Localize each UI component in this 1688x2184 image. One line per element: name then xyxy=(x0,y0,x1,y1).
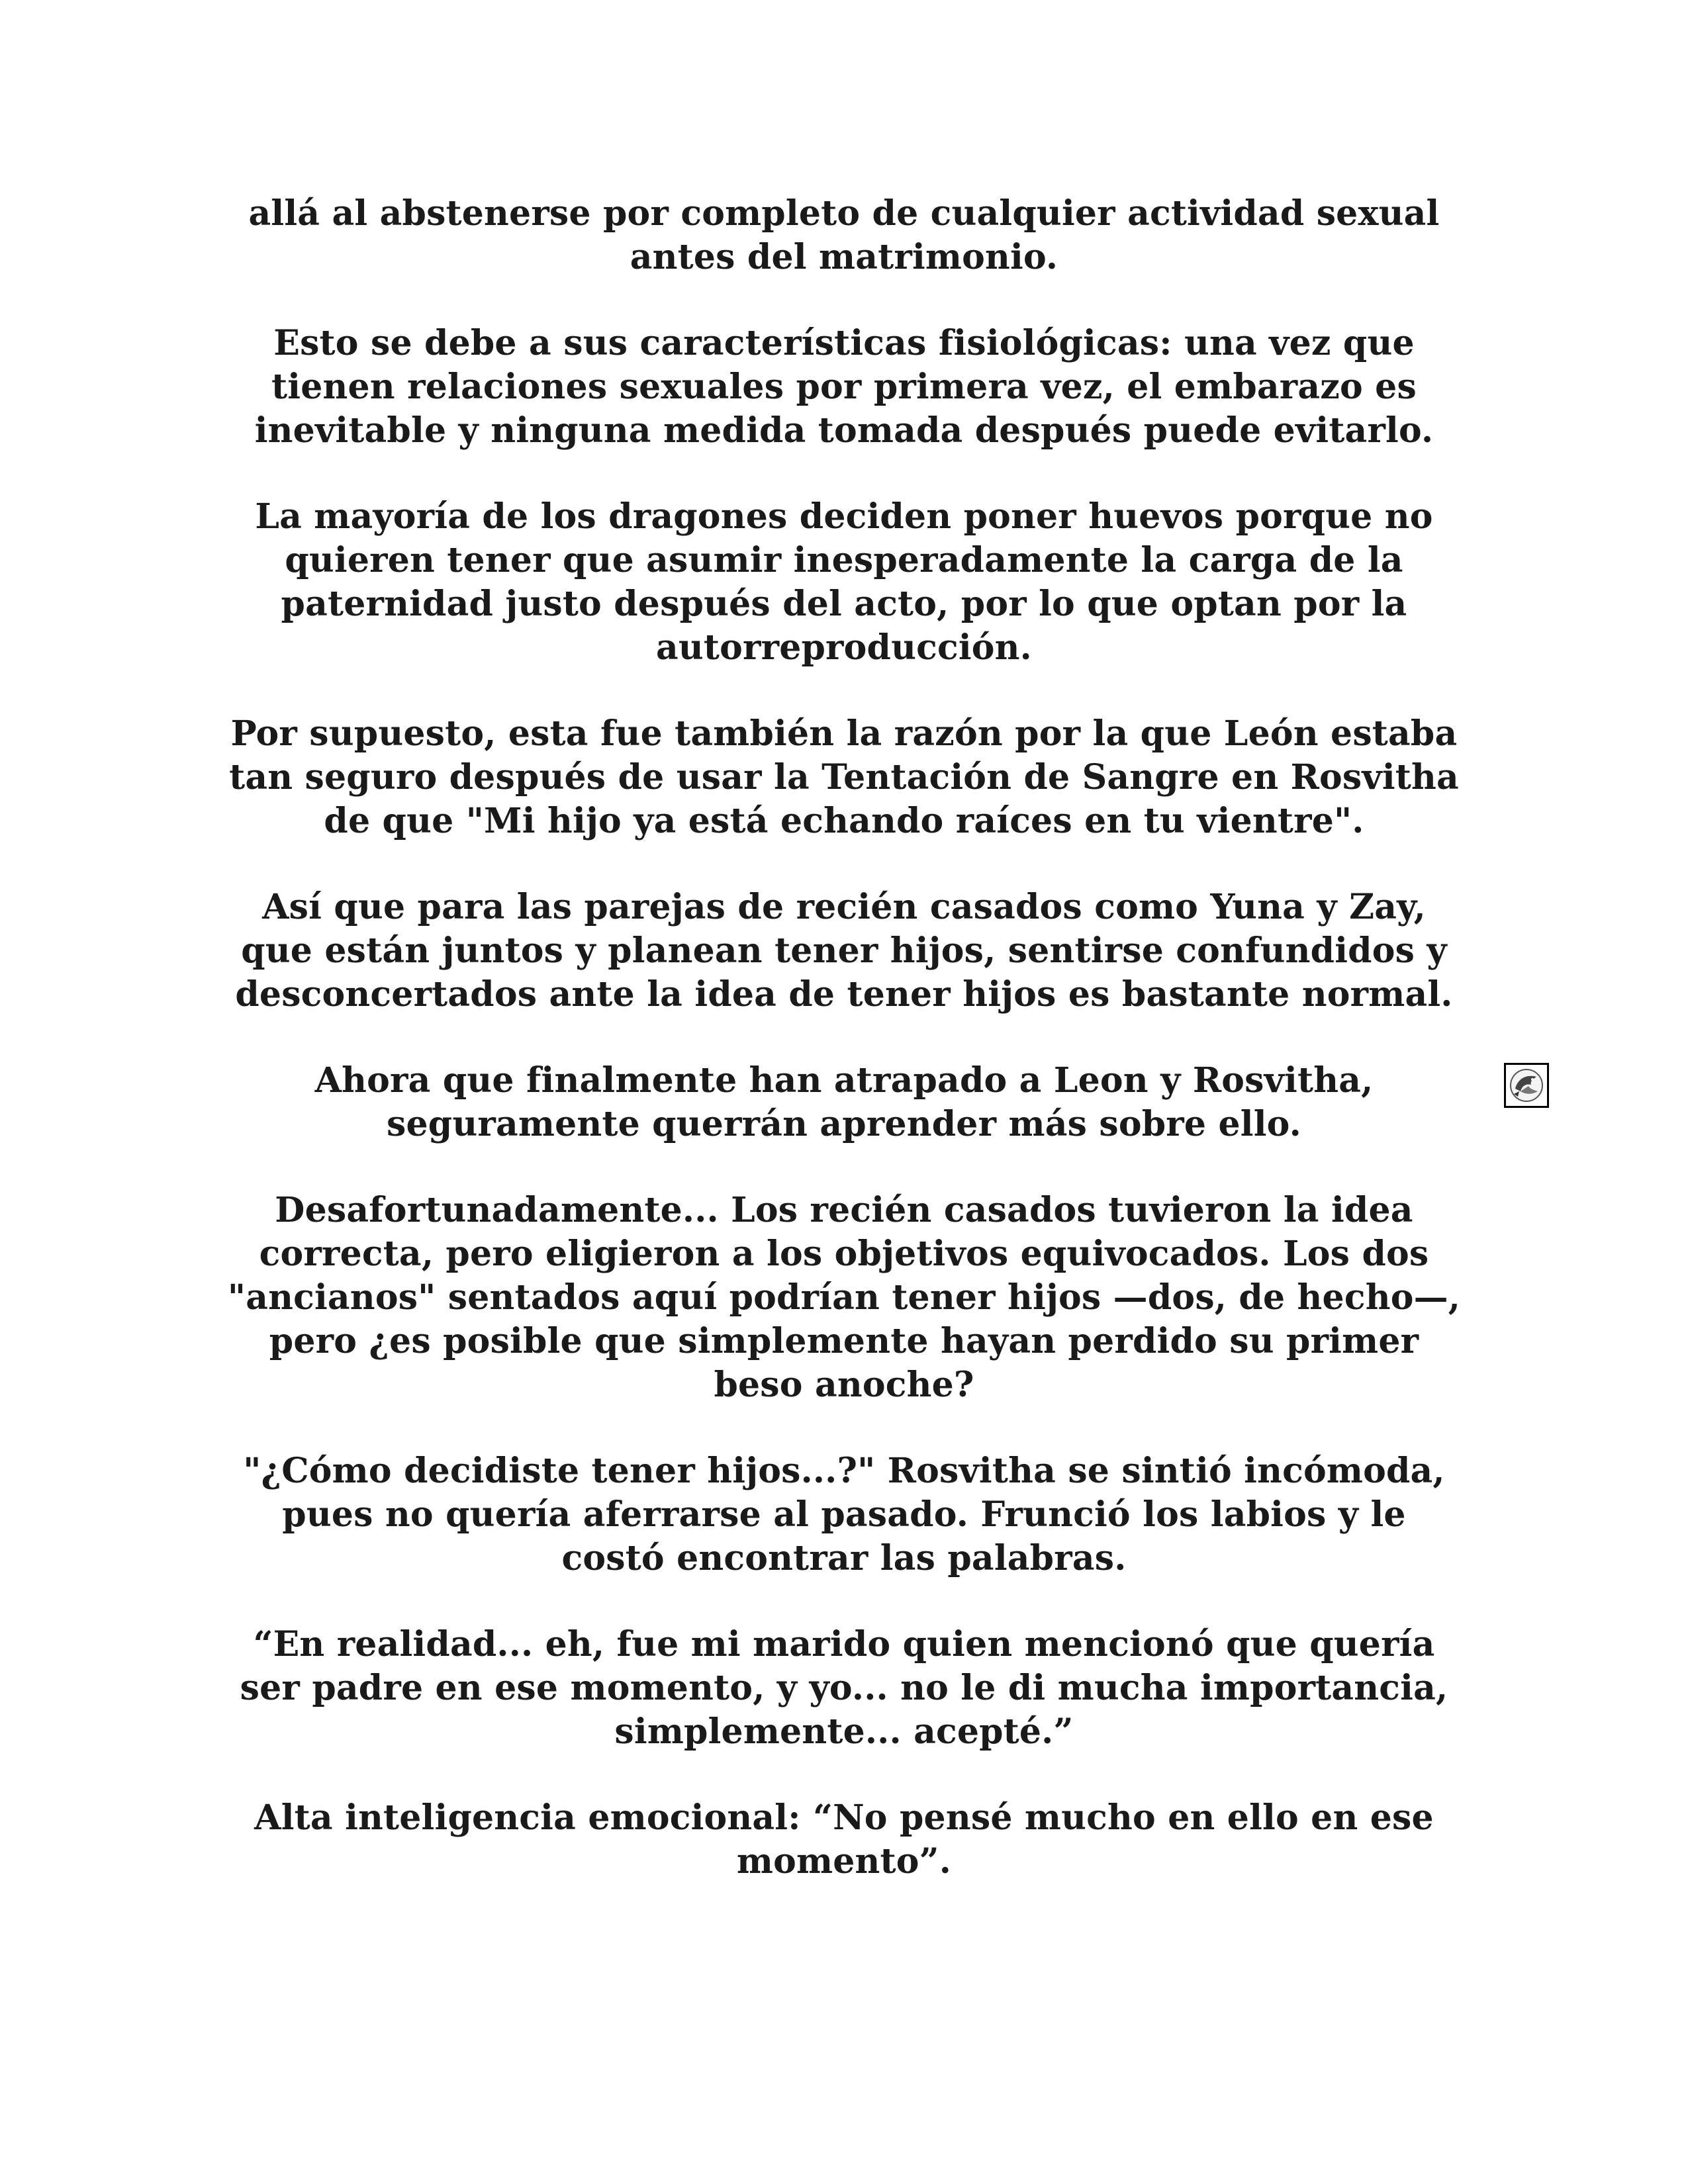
paragraph-9: “En realidad... eh, fue mi marido quien mencionó que quería ser padre en ese momento, y yo... no le di mucha importancia, simplemente... acepté.” xyxy=(240,1624,1448,1752)
paragraph-8: "¿Cómo decidiste tener hijos...?" Rosvitha se sintió incómoda, pues no quería aferrarse al pasado. Frunció los labios y le costó encontrar las palabras. xyxy=(243,1451,1445,1578)
paragraph-1: allá al abstenerse por completo de cualquier actividad sexual antes del matrimonio. xyxy=(248,193,1440,277)
paragraph-4: Por supuesto, esta fue también la razón por la que León estaba tan seguro después de usar la Tentación de Sangre en Rosvitha de que "Mi hijo ya está echando raíces en tu vientre". xyxy=(229,713,1459,841)
dragon-emblem-icon xyxy=(1504,1063,1549,1108)
paragraph-3: La mayoría de los dragones deciden poner huevos porque no quieren tener que asumir inesperadamente la carga de la paternidad justo después del acto, por lo que optan por la autorreproducción. xyxy=(255,496,1433,668)
document-body xyxy=(225,192,1463,1926)
paragraph-6: Ahora que finalmente han atrapado a Leon y Rosvitha, seguramente querrán aprender más sobre ello. xyxy=(314,1060,1374,1144)
paragraph-5: Así que para las parejas de recién casados como Yuna y Zay, que están juntos y planean tener hijos, sentirse confundidos y desconcertados ante la idea de tener hijos es bastante normal. xyxy=(235,887,1453,1015)
paragraph-10: Alta inteligencia emocional: “No pensé mucho en ello en ese momento”. xyxy=(254,1797,1434,1882)
paragraph-2: Esto se debe a sus características fisiológicas: una vez que tienen relaciones sexuales por primera vez, el embarazo es inevitable y ninguna medida tomada después puede evitarlo. xyxy=(254,323,1434,451)
paragraph-7: Desafortunadamente... Los recién casados tuvieron la idea correcta, pero eligieron a los objetivos equivocados. Los dos "ancianos" sentados aquí podrían tener hijos —dos, de hecho—, pero ¿es posible que simplemente hayan perdido su primer beso anoche? xyxy=(227,1190,1461,1405)
dragon-emblem-graphic xyxy=(1506,1065,1547,1106)
